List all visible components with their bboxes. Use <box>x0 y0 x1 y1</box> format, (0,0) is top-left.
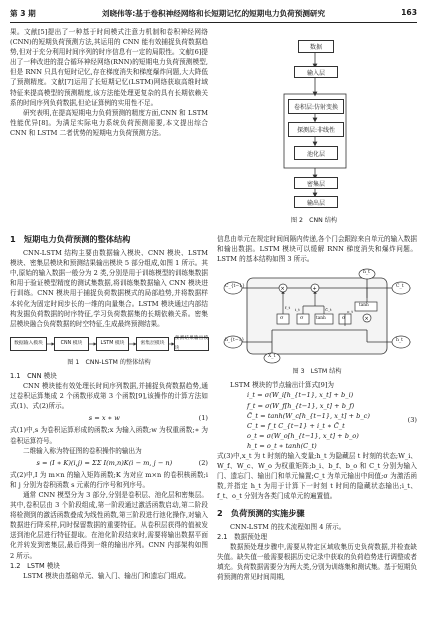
subsection-1-1: 1.1 CNN 模块 <box>10 371 57 380</box>
fig3-caption: 图 3 LSTM 结构 <box>292 368 342 376</box>
header-rule <box>10 22 417 23</box>
fig3-c-prev-label: C_{t−1} <box>225 284 245 290</box>
fig1-output-box: 预测结果输出模块 <box>175 335 208 351</box>
issue-number: 第 3 期 <box>10 9 36 18</box>
figure-3-lstm-structure <box>217 268 417 364</box>
eq3-line-1: i_t = σ(W_i[h_{t−1}, x_t] + b_i) <box>247 391 354 400</box>
eq3-number: (3) <box>407 416 417 425</box>
para-structure: CNN-LSTM 结构主要由数据输入模块、CNN 模块、LSTM 模块、密集层模块和预测结果输出模块 5 部分组成,如图 1 所示。其中,原始的输入数据一般分为 2 类,分别是用于训练模型的训练集数据和用于验证模型精度的测试集数据,将训练集数据输入 CNN 模块进行训练。CNN 模块用于捕捉负荷数据模式的局部趋势,并将数据样本转化为固定时间步长的一维的向量集合。LSTM 模块通过内部结构发掘负荷数据的时序特征,学习负荷数据集的长期依赖关系。密集层模块融合负荷数据的时空特征,生成最终预测结果。 <box>10 249 208 328</box>
eq2-number: (2) <box>198 458 208 467</box>
para-lstm-intro: LSTM 模块由基础单元、输入门、输出门和遗忘门组成。 <box>23 571 191 580</box>
eq1-body: s = x ∗ w <box>88 414 120 423</box>
para-cnn-layers: 通常 CNN 模型分为 3 部分,分别是卷积层、池化层和密集层。其中,卷积层由 3 个阶段组成,第一阶段通过激活函数启动,第二阶段将检测到的激活函数叠成为线性函数,第三阶段进行池化操作,对输入数据进行降采样,同时保留数据的重要特征。从卷积层获得的值被发送到池化层进行特征提取。在池化阶段结束时,需要将输出数据平面化并转发到密集层,最后得到一维的输出序列。CNN 内部架构如图 2 所示。 <box>10 490 208 560</box>
running-title: 刘晓伟等:基于卷积神经网络和长短期记忆的短期电力负荷预测研究 <box>101 9 326 18</box>
para-lstm-gates: 信息由单元在规定时间间隔内传递,各个门会跟踪来自单元的输入数据和输出数据。LSTM 模块可以缓解 RNN 梯度消失和爆炸问题。LSTM 的基本结构如图 3 所示。 <box>217 235 417 264</box>
subsection-1-2: 1.2 LSTM 模块 <box>10 561 60 570</box>
running-header <box>10 8 417 22</box>
left-column-top <box>10 27 208 138</box>
para-eq3-explain: 式(3)中,x_t 为 t 时刻的输入变量;h_t 为隐藏层 t 时刻的状态;W_i、W_f、W_c、W_o 为权重矩阵;b_i、b_f、b_o 和 C_t 分别为输入门、遗忘门、输出门和单元偏置;C_t 为单元输出中间值;σ 为激活函数,并指定 h_t 为用于计算下一时刻 t 时间的隐藏状态输出;i_t、f_t、o_t 分别为各类门成单元的遍置值。 <box>217 452 417 501</box>
fig1-dense-box: 密集层模块 <box>136 337 169 351</box>
equation-3 <box>217 390 417 451</box>
fig3-h-t-top-label: h_t <box>363 270 370 276</box>
fig1-cnn-box: CNN 模块 <box>54 337 89 351</box>
eq3-line-5: o_t = σ(W_o[h_{t−1}, x_t] + b_o) <box>247 431 359 440</box>
fig1-data-input-box: 数据输入模块 <box>10 337 47 351</box>
fig3-tanh-out: tanh <box>359 303 369 309</box>
fig3-sigma-i: σ <box>300 315 304 322</box>
equation-2 <box>10 458 208 468</box>
figure-2-cnn-structure <box>214 28 414 228</box>
fig2-input-layer-box: 输入层 <box>294 66 338 78</box>
fig1-caption: 图 1 CNN-LSTM 的整体结构 <box>67 358 151 366</box>
fig3-o-label: o_t <box>347 309 354 315</box>
fig2-data-box: 数据 <box>298 40 334 53</box>
fig3-add: + <box>312 286 317 293</box>
fig3-x-t-label: X_t <box>268 354 276 360</box>
para-flow: CNN-LSTM 的技术流程如图 4 所示。 <box>230 522 346 531</box>
left-column-lower <box>10 228 208 581</box>
equation-1 <box>10 413 208 423</box>
fig3-mult-2: × <box>364 316 369 323</box>
eq1-number: (1) <box>198 414 208 423</box>
fig1-lstm-box: LSTM 模块 <box>96 337 129 351</box>
eq3-line-6: h_t = o_t ∗ tanh(C_t) <box>247 441 317 450</box>
para-cnn-intro: CNN 模块能有效处理长时间序列数据,并捕捉负荷数据趋势,通过卷积运算集成 2 个函数形成第 3 个函数[9],该操作的计算方法如式(1)、式(2)所示。 <box>10 382 208 411</box>
fig3-h-t-label: h_t <box>396 338 403 344</box>
fig2-pool-layer-box: 池化层 <box>294 146 338 160</box>
fig2-detect-layer-box: 探测层:非线性 <box>288 122 344 137</box>
para-research: 研究表明,在提高短期电力负荷预测的精度方面,CNN 和 LSTM 性能优异[8]。为满足实际电力系统负荷预测需要,本文提出综合 CNN 和 LSTM 二者优势的短期电力负荷预测方法。 <box>10 108 208 137</box>
eq2-body: s = (I ∗ K)(i,j) = ΣΣ I(m,n)K(i − m, j − n) <box>36 458 173 467</box>
fig3-sigma-f: σ <box>280 315 284 322</box>
fig3-c-t-label: C_t <box>396 284 404 290</box>
para-eq2-explain: 式(2)中,I 为 m×n 的输入矩阵函数;K 为对应 m×n 的卷积核函数;i 和 j 分别为卷积函数 s 元素的行序号和列序号。 <box>10 470 208 489</box>
para-preprocess: 数据预处理步骤中,需要从特定区域收集历史负荷数据,并检查缺失值。缺失值一般需要根据历史记录中获取的负荷趋势进行调整或者填充。负荷数据需要分为两大类,分别为训练集和测试集。基于短期负荷预测的常见时间周期, <box>217 542 417 582</box>
fig3-tanh-gate: tanh <box>316 316 326 322</box>
eq3-line-4: C_t = f_t C_{t−1} + i_t ∗ C̃_t <box>247 421 345 430</box>
para-lstm-eq-intro: LSTM 模块的节点输出计算式[9]为 <box>230 381 335 390</box>
fig3-sigma-o: σ <box>342 315 346 322</box>
fig2-dense-layer-box: 密集层 <box>294 177 338 189</box>
para-2d-conv: 二维输入称为特征图的卷积操作的输出为 <box>23 446 142 455</box>
section-1-heading: 1 短期电力负荷预测的整体结构 <box>10 234 131 244</box>
fig3-h-prev-label: h_{t−1} <box>225 338 245 344</box>
eq3-line-2: f_t = σ(W_f[h_{t−1}, x_t] + b_f) <box>247 401 355 410</box>
para-literature: 果。文献[5]提出了一种基于时间模式注意力机制和卷积神经网络(CNN)的短期负荷预测方法,其运用的 CNN 能有效捕捉负荷数据趋势,但对于充分利用时间序列的时序信息有一定的局限性。文献[6]提出了一种改进的混合循环神经网络(RNN)的短期电力负荷预测模型,但是 RNN 只具有短时记忆,存在梯度消失和梯度爆炸问题,大大降低了预测精度。文献[7]运用了长短期记忆(LSTM)网络获取高维时域特征来提高模型的预测精度,该方法能处理更复杂的具有长期依赖关系的时间序列负荷数据,但论证算例的实用性不足。 <box>10 28 208 107</box>
fig3-ctilde-label: C̃_t <box>325 307 332 313</box>
fig2-caption: 图 2 CNN 结构 <box>290 217 338 224</box>
figure-1-overall-structure <box>10 333 208 355</box>
fig3-f-label: f_t <box>285 305 291 311</box>
right-column <box>217 234 417 582</box>
fig3-mult-1: × <box>280 286 285 293</box>
fig2-output-layer-box: 输出层 <box>294 196 338 208</box>
fig2-conv-layer-box: 卷积层:仿射变换 <box>288 99 344 114</box>
subsection-2-1: 2.1 数据预处理 <box>217 532 268 541</box>
fig3-i-label: i_t <box>295 307 300 313</box>
para-eq1-explain: 式(1)中,s 为卷积运算形成的函数;x 为输入函数;w 为权重函数;∗ 为卷积运算符号。 <box>10 426 208 445</box>
eq3-line-3: C̃_t = tanh(W_c[h_{t−1}, x_t] + b_c) <box>247 411 370 420</box>
section-2-heading: 2 负荷预测的实施步骤 <box>217 507 305 518</box>
page-number: 163 <box>401 8 417 17</box>
